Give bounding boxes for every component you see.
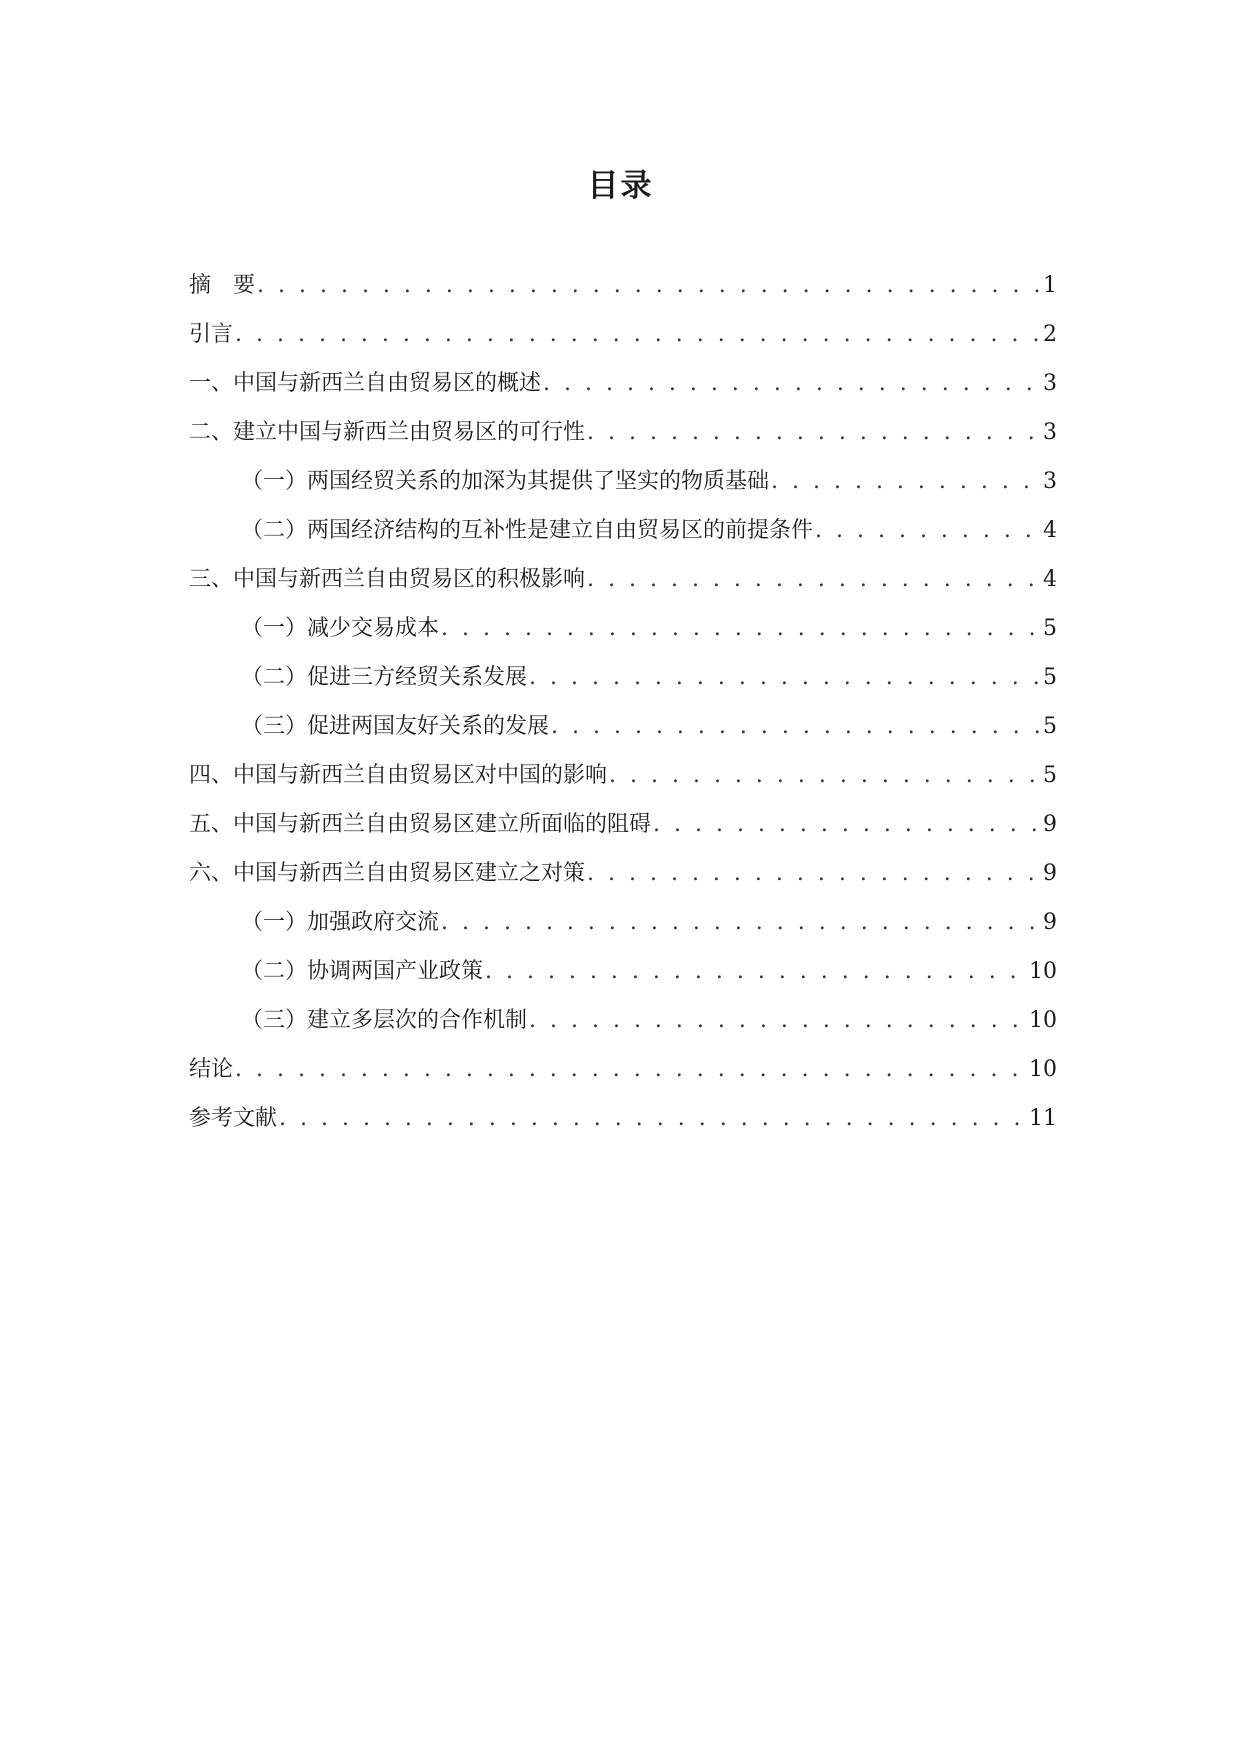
toc-leader-dots (235, 1052, 1027, 1088)
toc-page-number: 3 (1043, 469, 1057, 494)
toc-entry[interactable] (189, 268, 1057, 317)
toc-entry[interactable] (189, 317, 1057, 366)
toc-page-number: 5 (1043, 714, 1057, 739)
toc-page-number: 5 (1043, 616, 1057, 641)
table-of-contents (189, 268, 1057, 1150)
toc-leader-dots (653, 807, 1041, 843)
toc-entry-label: 四、中国与新西兰自由贸易区对中国的影响 (189, 763, 608, 788)
toc-page-number: 9 (1043, 910, 1057, 935)
toc-page-number: 10 (1029, 1008, 1057, 1033)
toc-entry-label: 摘 要 (189, 273, 256, 298)
toc-entry-label: （一）两国经贸关系的加深为其提供了坚实的物质基础 (241, 469, 770, 494)
toc-page-number: 9 (1043, 812, 1057, 837)
toc-entry[interactable] (189, 464, 1057, 513)
toc-entry-label: 引言 (189, 322, 234, 347)
toc-leader-dots (441, 905, 1041, 941)
toc-entry[interactable] (189, 1052, 1057, 1101)
toc-leader-dots (815, 513, 1041, 549)
toc-leader-dots (235, 317, 1041, 353)
toc-page-number: 2 (1043, 322, 1057, 347)
toc-entry[interactable] (189, 758, 1057, 807)
toc-entry-label: （三）建立多层次的合作机制 (241, 1008, 528, 1033)
toc-entry-label: （二）协调两国产业政策 (241, 959, 484, 984)
toc-entry-label: 六、中国与新西兰自由贸易区建立之对策 (189, 861, 586, 886)
toc-entry[interactable] (189, 1101, 1057, 1150)
toc-page-number: 3 (1043, 371, 1057, 396)
toc-leader-dots (587, 856, 1041, 892)
toc-entry[interactable] (189, 660, 1057, 709)
toc-page-number: 11 (1029, 1106, 1057, 1131)
toc-page-number: 10 (1029, 959, 1057, 984)
toc-entry-label: （二）两国经济结构的互补性是建立自由贸易区的前提条件 (241, 518, 814, 543)
toc-leader-dots (279, 1101, 1027, 1137)
toc-entry[interactable] (189, 807, 1057, 856)
toc-entry-label: 结论 (189, 1057, 234, 1082)
toc-entry[interactable] (189, 1003, 1057, 1052)
toc-entry-label: （二）促进三方经贸关系发展 (241, 665, 528, 690)
toc-entry-label: 一、中国与新西兰自由贸易区的概述 (189, 371, 542, 396)
toc-page-number: 4 (1043, 518, 1057, 543)
toc-leader-dots (771, 464, 1041, 500)
toc-entry-label: 参考文献 (189, 1106, 278, 1131)
toc-page-number: 1 (1043, 273, 1057, 298)
toc-page-number: 5 (1043, 665, 1057, 690)
toc-entry[interactable] (189, 856, 1057, 905)
toc-leader-dots (543, 366, 1041, 402)
toc-leader-dots (529, 660, 1041, 696)
toc-leader-dots (551, 709, 1041, 745)
toc-page-number: 9 (1043, 861, 1057, 886)
toc-entry[interactable] (189, 954, 1057, 1003)
toc-leader-dots (529, 1003, 1027, 1039)
toc-leader-dots (257, 268, 1041, 304)
toc-entry[interactable] (189, 905, 1057, 954)
toc-entry-label: （三）促进两国友好关系的发展 (241, 714, 550, 739)
toc-entry[interactable] (189, 611, 1057, 660)
toc-leader-dots (485, 954, 1027, 990)
toc-page-number: 3 (1043, 420, 1057, 445)
toc-entry[interactable] (189, 415, 1057, 464)
toc-leader-dots (609, 758, 1041, 794)
toc-page-number: 4 (1043, 567, 1057, 592)
toc-leader-dots (587, 415, 1041, 451)
toc-leader-dots (587, 562, 1041, 598)
toc-entry[interactable] (189, 366, 1057, 415)
toc-title: 目录 (587, 168, 654, 204)
toc-entry-label: 二、建立中国与新西兰由贸易区的可行性 (189, 420, 586, 445)
toc-entry[interactable] (189, 513, 1057, 562)
toc-entry-label: （一）减少交易成本 (241, 616, 440, 641)
toc-page-number: 10 (1029, 1057, 1057, 1082)
toc-entry[interactable] (189, 562, 1057, 611)
toc-entry-label: 五、中国与新西兰自由贸易区建立所面临的阻碍 (189, 812, 652, 837)
toc-entry-label: （一）加强政府交流 (241, 910, 440, 935)
toc-leader-dots (441, 611, 1041, 647)
toc-entry[interactable] (189, 709, 1057, 758)
toc-page-number: 5 (1043, 763, 1057, 788)
toc-entry-label: 三、中国与新西兰自由贸易区的积极影响 (189, 567, 586, 592)
